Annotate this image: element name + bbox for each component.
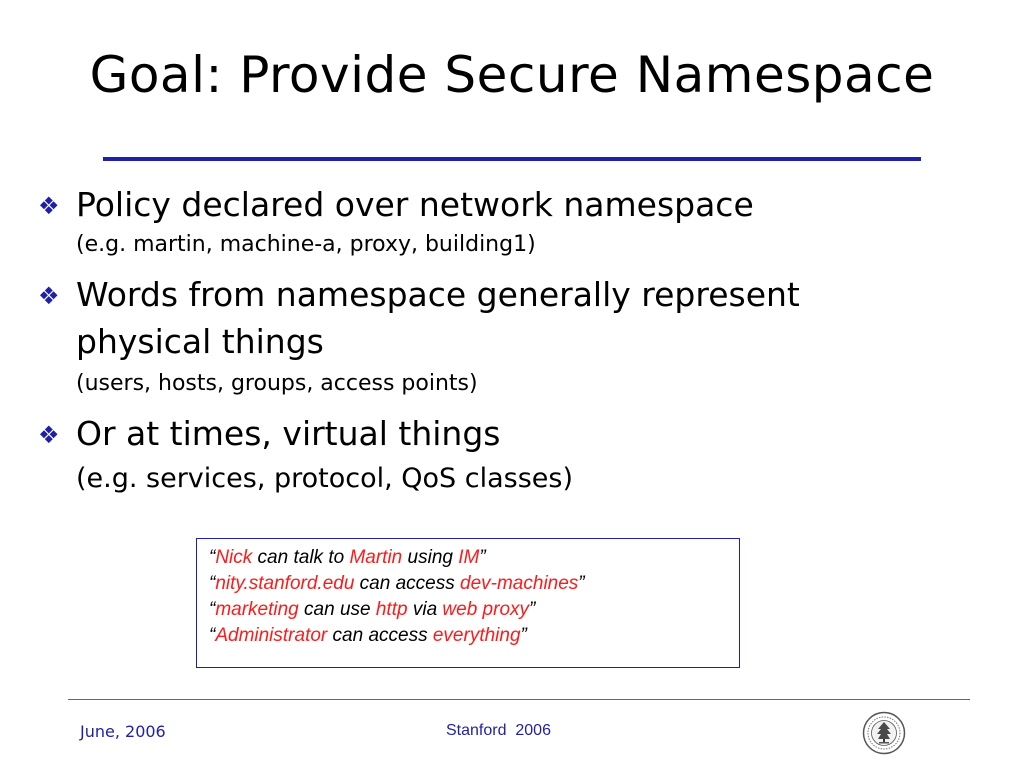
diamond-bullet-icon: ❖ <box>38 282 60 310</box>
diamond-bullet-icon: ❖ <box>38 421 60 449</box>
policy-examples-box <box>196 538 740 668</box>
slide-title: Goal: Provide Secure Namespace <box>89 46 935 104</box>
example-line-1: “Nick can talk to Martin using IM” <box>209 547 486 568</box>
example-line-4: “Administrator can access everything” <box>209 625 527 646</box>
bullet-3-sub: (e.g. services, protocol, QoS classes) <box>76 463 574 494</box>
footer-divider <box>68 699 970 700</box>
bullet-3-text: Or at times, virtual things <box>76 414 501 453</box>
example-line-2: “nity.stanford.edu can access dev-machines” <box>209 573 585 594</box>
bullet-1-text: Policy declared over network namespace <box>76 185 754 224</box>
bullet-2-sub: (users, hosts, groups, access points) <box>76 371 478 396</box>
footer-center-text: Stanford 2006 <box>446 722 551 739</box>
bullet-1-sub: (e.g. martin, machine-a, proxy, building1) <box>76 232 536 257</box>
footer-date: June, 2006 <box>80 722 166 741</box>
example-line-3: “marketing can use http via web proxy” <box>209 599 536 620</box>
diamond-bullet-icon: ❖ <box>38 192 60 220</box>
bullet-2-text-line1: Words from namespace generally represent <box>76 275 800 314</box>
stanford-seal-icon <box>862 711 906 755</box>
bullet-2-text-line2: physical things <box>76 322 324 361</box>
